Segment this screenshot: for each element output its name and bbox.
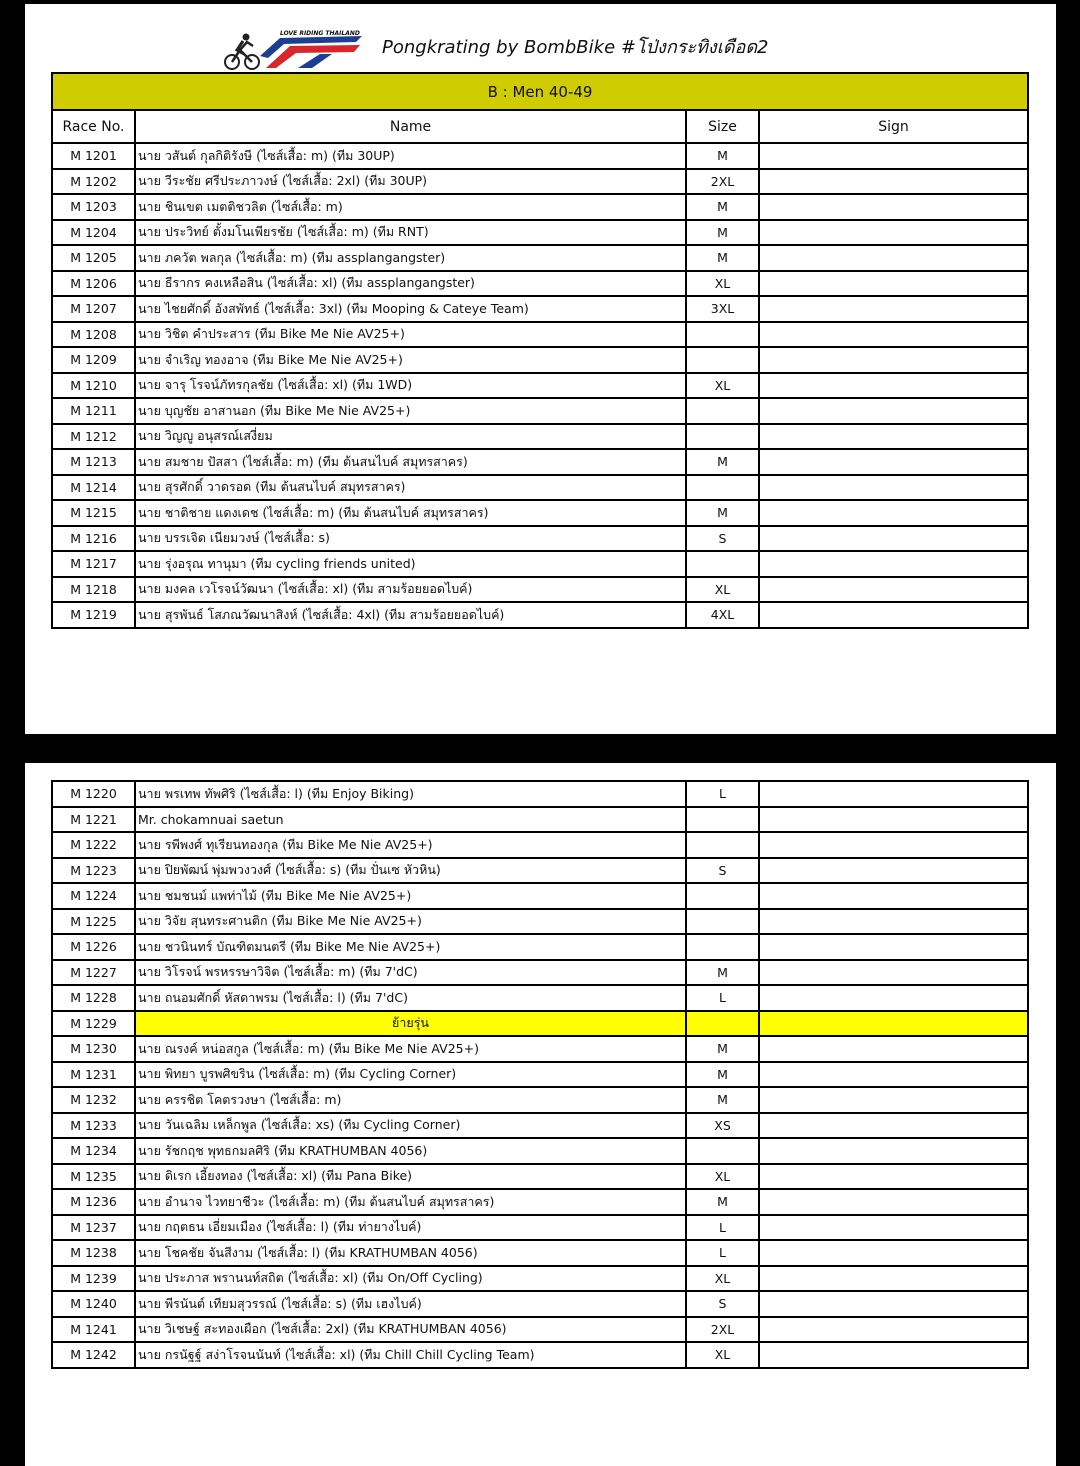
shirt-size-cell: M (686, 960, 759, 986)
rider-name-cell: นาย ชินเขต เมตติชวลิต (ไซส์เสื้อ: m) (135, 194, 686, 220)
shirt-size-cell: M (686, 449, 759, 475)
signature-cell[interactable] (759, 807, 1028, 833)
table-row (52, 883, 1028, 909)
rider-name-cell: นาย ณรงค์ หน่อสกูล (ไซส์เสื้อ: m) (ทีม Bike Me Nie AV25+) (135, 1036, 686, 1062)
race-number-cell: M 1241 (52, 1317, 135, 1343)
shirt-size-cell: L (686, 781, 759, 807)
rider-name-cell: นาย สมชาย ปัสสา (ไซส์เสื้อ: m) (ทีม ต้นสนไบค์ สมุทรสาคร) (135, 449, 686, 475)
race-number-cell: M 1232 (52, 1087, 135, 1113)
table-row (52, 475, 1028, 501)
rider-name-cell: นาย รุ่งอรุณ ทานุมา (ทีม cycling friends united) (135, 551, 686, 577)
race-number-cell: M 1242 (52, 1342, 135, 1368)
column-header-sign: Sign (759, 110, 1028, 143)
signature-cell[interactable] (759, 500, 1028, 526)
signature-cell[interactable] (759, 1266, 1028, 1292)
signature-cell[interactable] (759, 1189, 1028, 1215)
shirt-size-cell: XL (686, 1266, 759, 1292)
page-2 (25, 763, 1056, 1466)
shirt-size-cell: M (686, 500, 759, 526)
rider-name-cell: นาย สุรพันธ์ โสภณวัฒนาสิงห์ (ไซส์เสื้อ: 4xl) (ทีม สามร้อยยอดไบค์) (135, 602, 686, 628)
rider-name-cell: นาย ดิเรก เอี้ยงทอง (ไซส์เสื้อ: xl) (ทีม Pana Bike) (135, 1164, 686, 1190)
signature-cell[interactable] (759, 296, 1028, 322)
signature-cell[interactable] (759, 1164, 1028, 1190)
signature-cell[interactable] (759, 832, 1028, 858)
shirt-size-cell (686, 424, 759, 450)
signature-cell[interactable] (759, 602, 1028, 628)
table-row (52, 347, 1028, 373)
shirt-size-cell: M (686, 1062, 759, 1088)
rider-name-cell: นาย กฤตธน เอี่ยมเมือง (ไซส์เสื้อ: l) (ทีม ท่ายางไบค์) (135, 1215, 686, 1241)
race-number-cell: M 1213 (52, 449, 135, 475)
race-number-cell: M 1212 (52, 424, 135, 450)
race-number-cell: M 1228 (52, 985, 135, 1011)
rider-name-cell: นาย พิทยา บูรพศิขริน (ไซส์เสื้อ: m) (ทีม Cycling Corner) (135, 1062, 686, 1088)
signature-cell[interactable] (759, 194, 1028, 220)
page-1 (25, 4, 1056, 734)
race-number-cell: M 1234 (52, 1138, 135, 1164)
race-number-cell: M 1217 (52, 551, 135, 577)
table-row (52, 373, 1028, 399)
rider-name-cell: นาย ประวิทย์ ตั้งมโนเพียรชัย (ไซส์เสื้อ: m) (ทีม RNT) (135, 220, 686, 246)
race-number-cell: M 1201 (52, 143, 135, 169)
shirt-size-cell: M (686, 1189, 759, 1215)
rider-name-cell: นาย บุญชัย อาสานอก (ทีม Bike Me Nie AV25+) (135, 398, 686, 424)
signature-cell[interactable] (759, 143, 1028, 169)
shirt-size-cell (686, 909, 759, 935)
table-row (52, 934, 1028, 960)
shirt-size-cell: 3XL (686, 296, 759, 322)
signature-cell[interactable] (759, 985, 1028, 1011)
shirt-size-cell (686, 1011, 759, 1037)
shirt-size-cell (686, 934, 759, 960)
shirt-size-cell (686, 807, 759, 833)
table-row (52, 781, 1028, 807)
table-row (52, 985, 1028, 1011)
signature-cell[interactable] (759, 322, 1028, 348)
signature-cell[interactable] (759, 271, 1028, 297)
signature-cell[interactable] (759, 551, 1028, 577)
table-row (52, 449, 1028, 475)
shirt-size-cell (686, 322, 759, 348)
rider-name-cell: นาย วิญญู อนุสรณ์เสงี่ยม (135, 424, 686, 450)
rider-name-cell: นาย บรรเจิด เนียมวงษ์ (ไซส์เสื้อ: s) (135, 526, 686, 552)
table-row (52, 1317, 1028, 1343)
race-number-cell: M 1222 (52, 832, 135, 858)
shirt-size-cell: 2XL (686, 1317, 759, 1343)
rider-name-cell: นาย วิโรจน์ พรหรรษาวิจิต (ไซส์เสื้อ: m) (ทีม 7'dC) (135, 960, 686, 986)
rider-name-cell: นาย วีระชัย ศรีประภาวงษ์ (ไซส์เสื้อ: 2xl) (ทีม 30UP) (135, 169, 686, 195)
shirt-size-cell: S (686, 858, 759, 884)
rider-name-cell: นาย กรนัฐฐ์ สง่าโรจนนันท์ (ไซส์เสื้อ: xl) (ทีม Chill Chill Cycling Team) (135, 1342, 686, 1368)
shirt-size-cell: L (686, 1215, 759, 1241)
signature-cell[interactable] (759, 1291, 1028, 1317)
signature-cell[interactable] (759, 883, 1028, 909)
shirt-size-cell: M (686, 245, 759, 271)
signature-cell[interactable] (759, 1113, 1028, 1139)
lrt-logo (220, 28, 365, 72)
rider-name-cell: ย้ายรุ่น (135, 1011, 686, 1037)
signature-cell[interactable] (759, 781, 1028, 807)
table-row (52, 220, 1028, 246)
rider-name-cell: นาย พรเทพ ทัพศิริ (ไซส์เสื้อ: l) (ทีม Enjoy Biking) (135, 781, 686, 807)
shirt-size-cell: L (686, 985, 759, 1011)
shirt-size-cell: XL (686, 1164, 759, 1190)
signature-cell[interactable] (759, 245, 1028, 271)
signature-cell[interactable] (759, 577, 1028, 603)
rider-name-cell: นาย โชคชัย จันสีงาม (ไซส์เสื้อ: l) (ทีม KRATHUMBAN 4056) (135, 1240, 686, 1266)
shirt-size-cell (686, 832, 759, 858)
race-number-cell: M 1207 (52, 296, 135, 322)
rider-name-cell: นาย ถนอมศักดิ์ หัสดาพรม (ไซส์เสื้อ: l) (ทีม 7'dC) (135, 985, 686, 1011)
shirt-size-cell: XL (686, 1342, 759, 1368)
race-number-cell: M 1239 (52, 1266, 135, 1292)
signature-cell[interactable] (759, 475, 1028, 501)
race-number-cell: M 1208 (52, 322, 135, 348)
category-band (52, 73, 1028, 110)
shirt-size-cell: XL (686, 271, 759, 297)
shirt-size-cell: L (686, 1240, 759, 1266)
shirt-size-cell: XL (686, 577, 759, 603)
signature-cell[interactable] (759, 1087, 1028, 1113)
signature-cell[interactable] (759, 373, 1028, 399)
signature-cell[interactable] (759, 526, 1028, 552)
rider-name-cell: นาย ชาติชาย แดงเดช (ไซส์เสื้อ: m) (ทีม ต้นสนไบค์ สมุทรสาคร) (135, 500, 686, 526)
race-number-cell: M 1233 (52, 1113, 135, 1139)
race-number-cell: M 1225 (52, 909, 135, 935)
table-row (52, 245, 1028, 271)
table-row (52, 602, 1028, 628)
shirt-size-cell: XL (686, 373, 759, 399)
race-number-cell: M 1220 (52, 781, 135, 807)
table-row (52, 1164, 1028, 1190)
document-header (25, 4, 1056, 72)
race-number-cell: M 1202 (52, 169, 135, 195)
signature-cell[interactable] (759, 449, 1028, 475)
race-number-cell: M 1221 (52, 807, 135, 833)
shirt-size-cell: XS (686, 1113, 759, 1139)
rider-name-cell: นาย ไชยศักดิ์ อังสพัทธ์ (ไซส์เสื้อ: 3xl) (ทีม Mooping & Cateye Team) (135, 296, 686, 322)
race-number-cell: M 1203 (52, 194, 135, 220)
column-header-race-no: Race No. (52, 110, 135, 143)
race-number-cell: M 1226 (52, 934, 135, 960)
table-row (52, 1011, 1028, 1037)
signature-cell[interactable] (759, 220, 1028, 246)
race-number-cell: M 1205 (52, 245, 135, 271)
signature-cell[interactable] (759, 347, 1028, 373)
table-row (52, 577, 1028, 603)
table-row (52, 1215, 1028, 1241)
rider-name-cell: นาย วันเฉลิม เหล็กพูล (ไซส์เสื้อ: xs) (ทีม Cycling Corner) (135, 1113, 686, 1139)
race-number-cell: M 1227 (52, 960, 135, 986)
table-row (52, 143, 1028, 169)
signature-cell[interactable] (759, 909, 1028, 935)
signature-cell[interactable] (759, 1036, 1028, 1062)
table-row (52, 832, 1028, 858)
table-row (52, 1266, 1028, 1292)
signature-cell[interactable] (759, 398, 1028, 424)
signature-cell[interactable] (759, 169, 1028, 195)
rider-name-cell: นาย ครรชิต โคตรวงษา (ไซส์เสื้อ: m) (135, 1087, 686, 1113)
rider-name-cell: นาย ประภาส พรานนท์สถิต (ไซส์เสื้อ: xl) (ทีม On/Off Cycling) (135, 1266, 686, 1292)
table-row (52, 858, 1028, 884)
table-row (52, 271, 1028, 297)
signature-cell[interactable] (759, 934, 1028, 960)
rider-name-cell: นาย สุรศักดิ์ วาดรอด (ทีม ต้นสนไบค์ สมุทรสาคร) (135, 475, 686, 501)
table-row (52, 1342, 1028, 1368)
race-number-cell: M 1216 (52, 526, 135, 552)
signature-cell[interactable] (759, 1240, 1028, 1266)
race-number-cell: M 1223 (52, 858, 135, 884)
race-number-cell: M 1215 (52, 500, 135, 526)
shirt-size-cell: M (686, 194, 759, 220)
table-row (52, 398, 1028, 424)
rider-name-cell: นาย วิเชษฐ์ สะทองเผือก (ไซส์เสื้อ: 2xl) (ทีม KRATHUMBAN 4056) (135, 1317, 686, 1343)
race-number-cell: M 1214 (52, 475, 135, 501)
table-row (52, 1062, 1028, 1088)
rider-name-cell: นาย มงคล เวโรจน์วัฒนา (ไซส์เสื้อ: xl) (ทีม สามร้อยยอดไบค์) (135, 577, 686, 603)
table-row (52, 1138, 1028, 1164)
shirt-size-cell: M (686, 143, 759, 169)
rider-name-cell: นาย อำนาจ ไวทยาชีวะ (ไซส์เสื้อ: m) (ทีม ต้นสนไบค์ สมุทรสาคร) (135, 1189, 686, 1215)
table-row (52, 909, 1028, 935)
rider-name-cell: นาย รพีพงศ์ ทุเรียนทองกุล (ทีม Bike Me Nie AV25+) (135, 832, 686, 858)
shirt-size-cell: M (686, 1036, 759, 1062)
rider-name-cell: นาย ชมชนม์ แพท่าไม้ (ทีม Bike Me Nie AV25+) (135, 883, 686, 909)
rider-name-cell: นาย วิชิต คำประสาร (ทีม Bike Me Nie AV25+) (135, 322, 686, 348)
table-row (52, 1240, 1028, 1266)
table-row (52, 1113, 1028, 1139)
logo-tagline: LOVE RIDING THAILAND (280, 30, 360, 37)
signature-cell[interactable] (759, 1317, 1028, 1343)
shirt-size-cell: M (686, 1087, 759, 1113)
race-number-cell: M 1210 (52, 373, 135, 399)
signature-cell[interactable] (759, 1011, 1028, 1037)
rider-name-cell: นาย พีรนันต์ เทียมสุวรรณ์ (ไซส์เสื้อ: s) (ทีม เฮงไบค์) (135, 1291, 686, 1317)
roster-table-page-1 (51, 72, 1029, 629)
shirt-size-cell (686, 1138, 759, 1164)
race-number-cell: M 1231 (52, 1062, 135, 1088)
rider-name-cell: นาย รัชกฤช พุทธกมลศิริ (ทีม KRATHUMBAN 4056) (135, 1138, 686, 1164)
race-number-cell: M 1240 (52, 1291, 135, 1317)
race-number-cell: M 1224 (52, 883, 135, 909)
race-number-cell: M 1219 (52, 602, 135, 628)
shirt-size-cell: S (686, 526, 759, 552)
table-row (52, 1036, 1028, 1062)
shirt-size-cell (686, 398, 759, 424)
table-row (52, 1087, 1028, 1113)
table-row (52, 424, 1028, 450)
race-number-cell: M 1229 (52, 1011, 135, 1037)
signature-cell[interactable] (759, 960, 1028, 986)
shirt-size-cell: S (686, 1291, 759, 1317)
signature-cell[interactable] (759, 1138, 1028, 1164)
shirt-size-cell (686, 475, 759, 501)
column-header-row (52, 110, 1028, 143)
category-title: B : Men 40-49 (52, 73, 1028, 110)
race-number-cell: M 1236 (52, 1189, 135, 1215)
table-row (52, 296, 1028, 322)
race-number-cell: M 1238 (52, 1240, 135, 1266)
rider-name-cell: นาย ธีรากร คงเหลือสิน (ไซส์เสื้อ: xl) (ทีม assplangangster) (135, 271, 686, 297)
rider-name-cell: นาย จารุ โรจน์ภัทรกุลชัย (ไซส์เสื้อ: xl) (ทีม 1WD) (135, 373, 686, 399)
rider-name-cell: นาย ปิยพัฒน์ พุ่มพวงวงศ์ (ไซส์เสื้อ: s) (ทีม ปั่นเซ หัวหิน) (135, 858, 686, 884)
race-number-cell: M 1235 (52, 1164, 135, 1190)
table-row (52, 551, 1028, 577)
shirt-size-cell (686, 347, 759, 373)
race-number-cell: M 1237 (52, 1215, 135, 1241)
shirt-size-cell (686, 551, 759, 577)
shirt-size-cell (686, 883, 759, 909)
race-number-cell: M 1218 (52, 577, 135, 603)
shirt-size-cell: 2XL (686, 169, 759, 195)
rider-name-cell: นาย ภควัต พลกุล (ไซส์เสื้อ: m) (ทีม assplangangster) (135, 245, 686, 271)
table-row (52, 960, 1028, 986)
rider-name-cell: Mr. chokamnuai saetun (135, 807, 686, 833)
table-row (52, 807, 1028, 833)
rider-name-cell: นาย ชวนินทร์ บัณฑิตมนตรี (ทีม Bike Me Nie AV25+) (135, 934, 686, 960)
rider-name-cell: นาย วิจัย สุนทระศานติก (ทีม Bike Me Nie AV25+) (135, 909, 686, 935)
race-number-cell: M 1206 (52, 271, 135, 297)
race-number-cell: M 1209 (52, 347, 135, 373)
table-row (52, 322, 1028, 348)
table-row (52, 169, 1028, 195)
signature-cell[interactable] (759, 1215, 1028, 1241)
table-row (52, 500, 1028, 526)
signature-cell[interactable] (759, 858, 1028, 884)
rider-name-cell: นาย จำเริญ ทองอาจ (ทีม Bike Me Nie AV25+) (135, 347, 686, 373)
table-row (52, 1189, 1028, 1215)
race-number-cell: M 1230 (52, 1036, 135, 1062)
table-row (52, 526, 1028, 552)
table-row (52, 194, 1028, 220)
shirt-size-cell: 4XL (686, 602, 759, 628)
roster-table-page-2 (51, 780, 1029, 1369)
signature-cell[interactable] (759, 1342, 1028, 1368)
signature-cell[interactable] (759, 424, 1028, 450)
signature-cell[interactable] (759, 1062, 1028, 1088)
table-row (52, 1291, 1028, 1317)
column-header-size: Size (686, 110, 759, 143)
race-number-cell: M 1211 (52, 398, 135, 424)
shirt-size-cell: M (686, 220, 759, 246)
column-header-name: Name (135, 110, 686, 143)
document-title: Pongkrating by BombBike #โป่งกระทิงเดือด2 (382, 37, 769, 58)
race-number-cell: M 1204 (52, 220, 135, 246)
rider-name-cell: นาย วสันต์ กุลกิติรังษี (ไซส์เสื้อ: m) (ทีม 30UP) (135, 143, 686, 169)
